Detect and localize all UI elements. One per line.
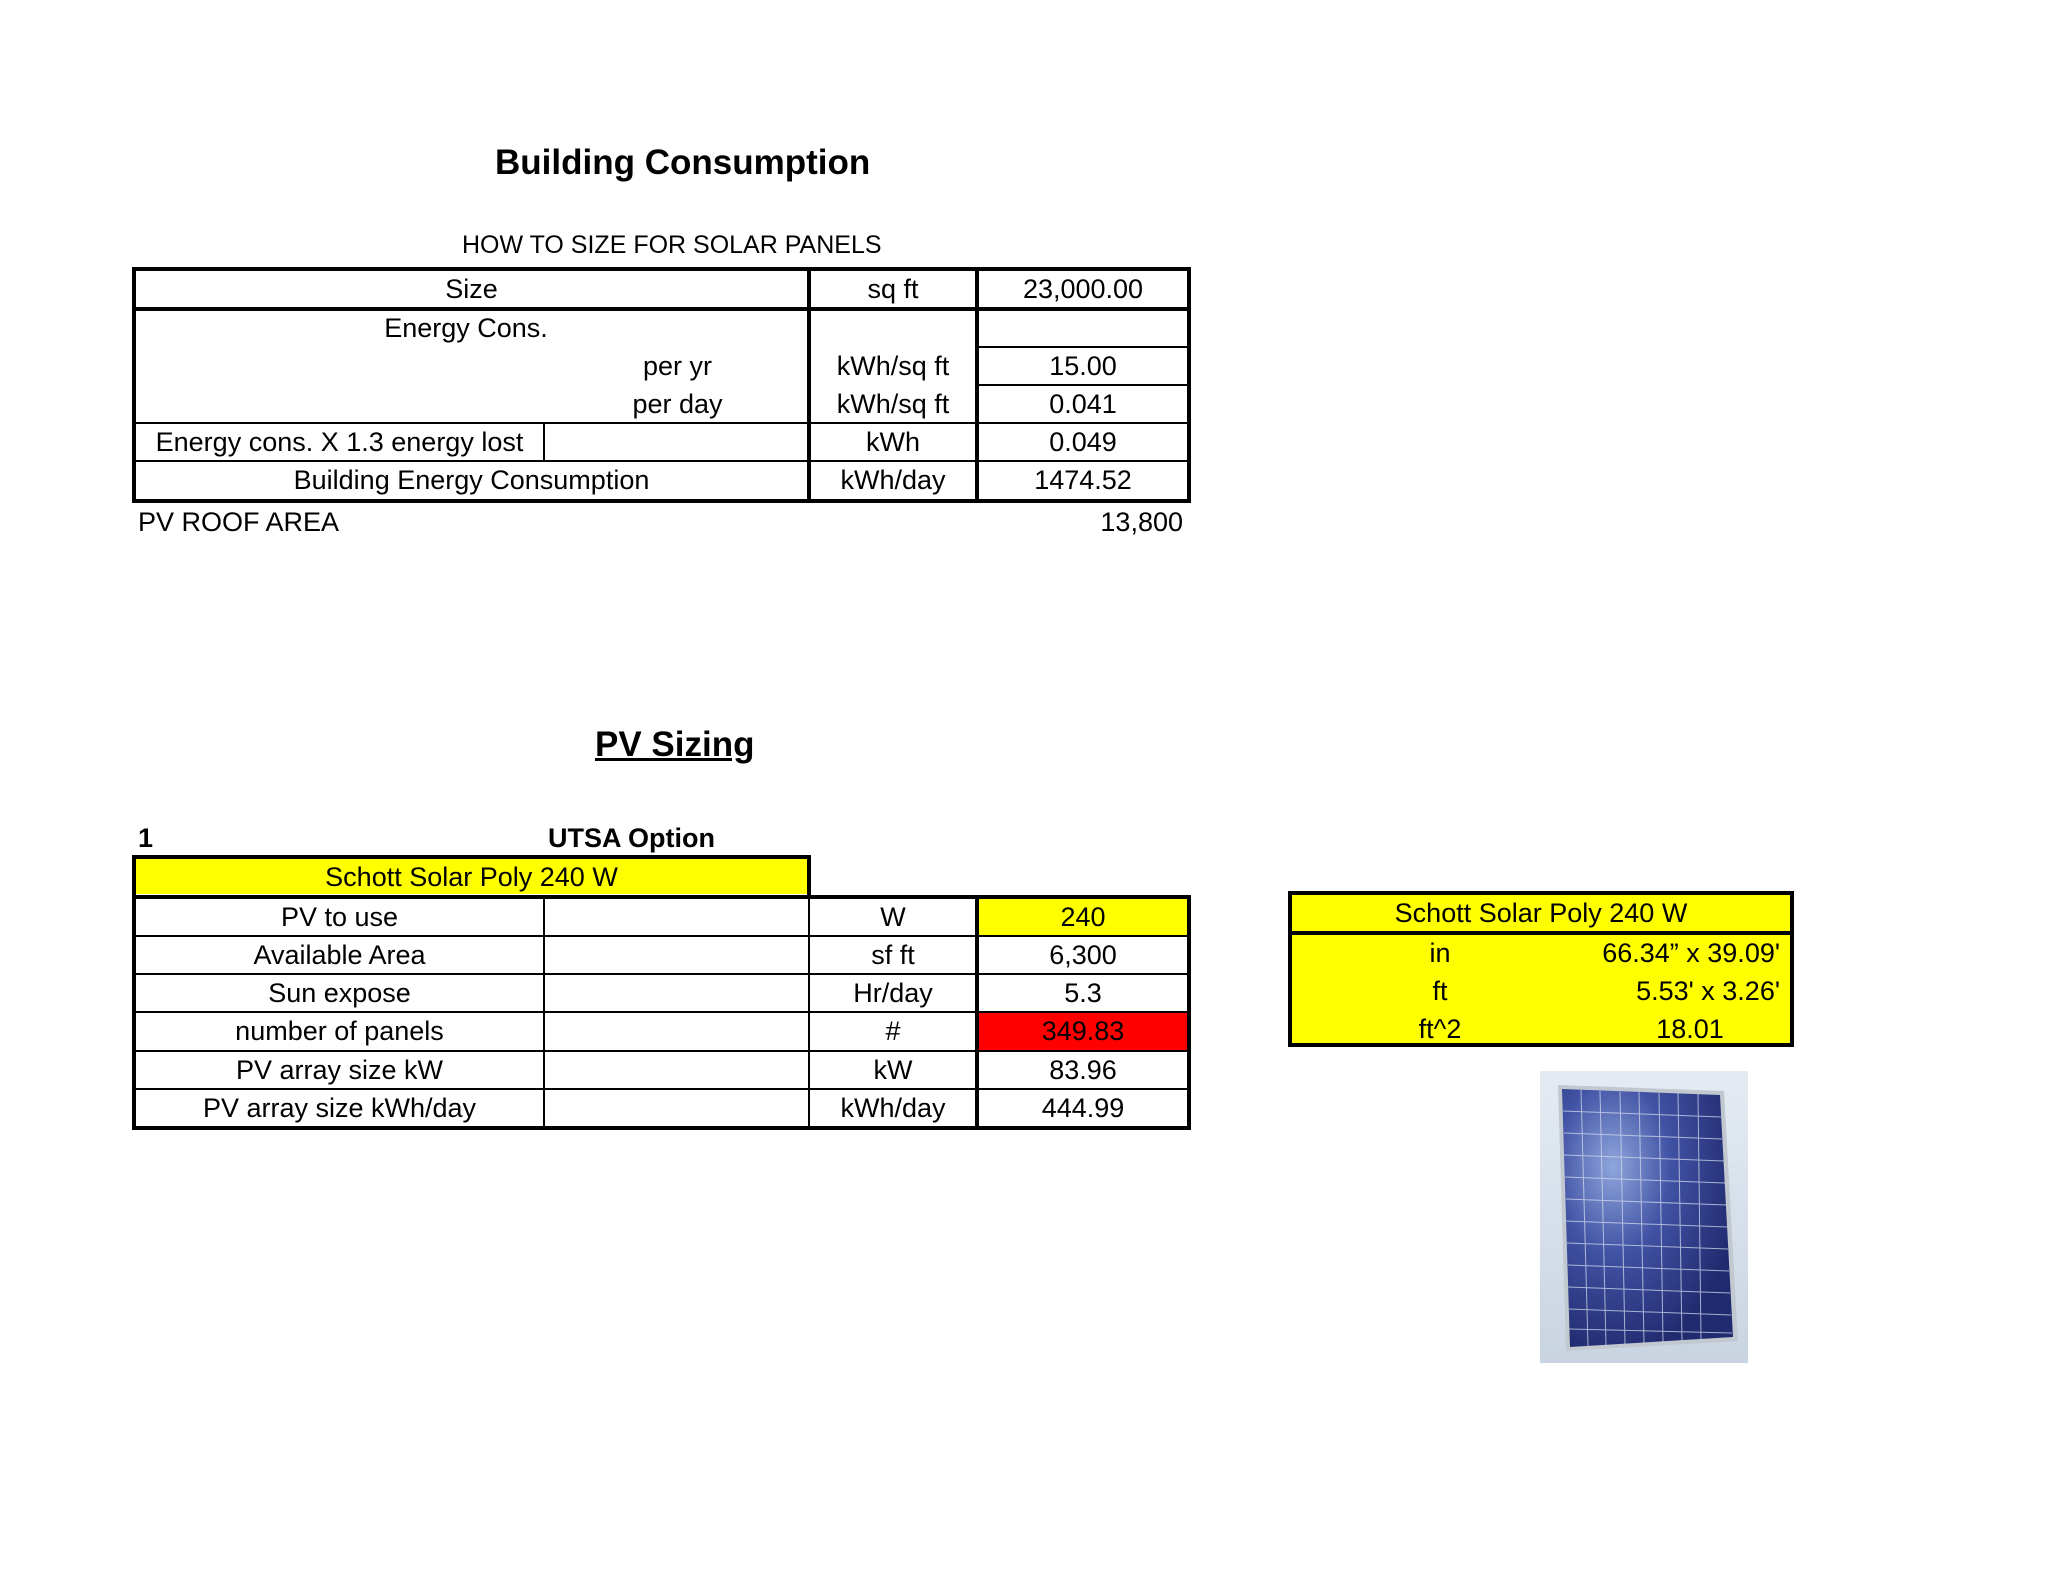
pv-sizing-title: PV Sizing <box>595 725 755 764</box>
option-label: UTSA Option <box>548 822 715 853</box>
pv-roof-area-value: 13,800 <box>1100 506 1183 537</box>
pv-row-value: 444.99 <box>1041 1092 1125 1123</box>
pv-row-value: 83.96 <box>1049 1054 1117 1085</box>
pv-row-label: PV array size kWh/day <box>202 1092 477 1123</box>
per-yr-value: 15.00 <box>1049 350 1117 381</box>
energy-lost-unit: kWh <box>866 426 920 457</box>
pv-row-unit: Hr/day <box>853 977 933 1008</box>
pv-row-value: 240 <box>1060 901 1106 932</box>
pv-row-value: 5.3 <box>1064 977 1102 1008</box>
building-energy-value: 1474.52 <box>1034 465 1132 495</box>
spec-value: 5.53' x 3.26' <box>1636 975 1780 1006</box>
pv-row-label: Sun expose <box>268 977 411 1008</box>
per-day-label: per day <box>632 388 723 419</box>
size-label: Size <box>445 273 498 304</box>
energy-cons-label: Energy Cons. <box>384 313 548 343</box>
option-number: 1 <box>138 822 154 853</box>
pv-row-unit: sf ft <box>871 939 915 970</box>
spec-value: 18.01 <box>1656 1013 1724 1044</box>
pv-row-value: 6,300 <box>1049 939 1117 970</box>
spec-value: 66.34” x 39.09' <box>1602 937 1780 968</box>
per-yr-unit: kWh/sq ft <box>836 350 950 381</box>
pv-row-unit: kWh/day <box>840 1092 946 1123</box>
pv-row-unit: # <box>885 1016 901 1046</box>
spec-title: Schott Solar Poly 240 W <box>1394 897 1688 928</box>
per-day-unit: kWh/sq ft <box>836 388 950 419</box>
sizing-subtitle: HOW TO SIZE FOR SOLAR PANELS <box>462 231 882 259</box>
per-yr-label: per yr <box>642 350 713 381</box>
pv-row-unit: W <box>880 901 906 932</box>
panel-name-header: Schott Solar Poly 240 W <box>325 861 618 892</box>
building-energy-unit: kWh/day <box>840 465 946 495</box>
energy-lost-value: 0.049 <box>1049 426 1117 457</box>
size-value: 23,000.00 <box>1022 273 1144 304</box>
pv-row-label: PV array size kW <box>235 1054 444 1085</box>
pv-row-unit: kW <box>873 1054 913 1085</box>
spec-unit: ft^2 <box>1418 1013 1462 1044</box>
pv-roof-area-label: PV ROOF AREA <box>138 506 340 537</box>
building-energy-label: Building Energy Consumption <box>293 465 650 495</box>
pv-row-label: PV to use <box>280 901 399 932</box>
spec-unit: in <box>1429 937 1451 968</box>
pv-row-label: Available Area <box>253 939 426 970</box>
solar-panel-image <box>1540 1071 1748 1363</box>
spec-unit: ft <box>1432 975 1448 1006</box>
number-of-panels-value: 349.83 <box>1041 1016 1125 1046</box>
building-consumption-title: Building Consumption <box>495 143 871 182</box>
pv-row-label: number of panels <box>235 1016 444 1046</box>
energy-lost-label: Energy cons. X 1.3 energy lost <box>155 426 524 457</box>
size-unit: sq ft <box>867 273 919 304</box>
per-day-value: 0.041 <box>1049 388 1117 419</box>
